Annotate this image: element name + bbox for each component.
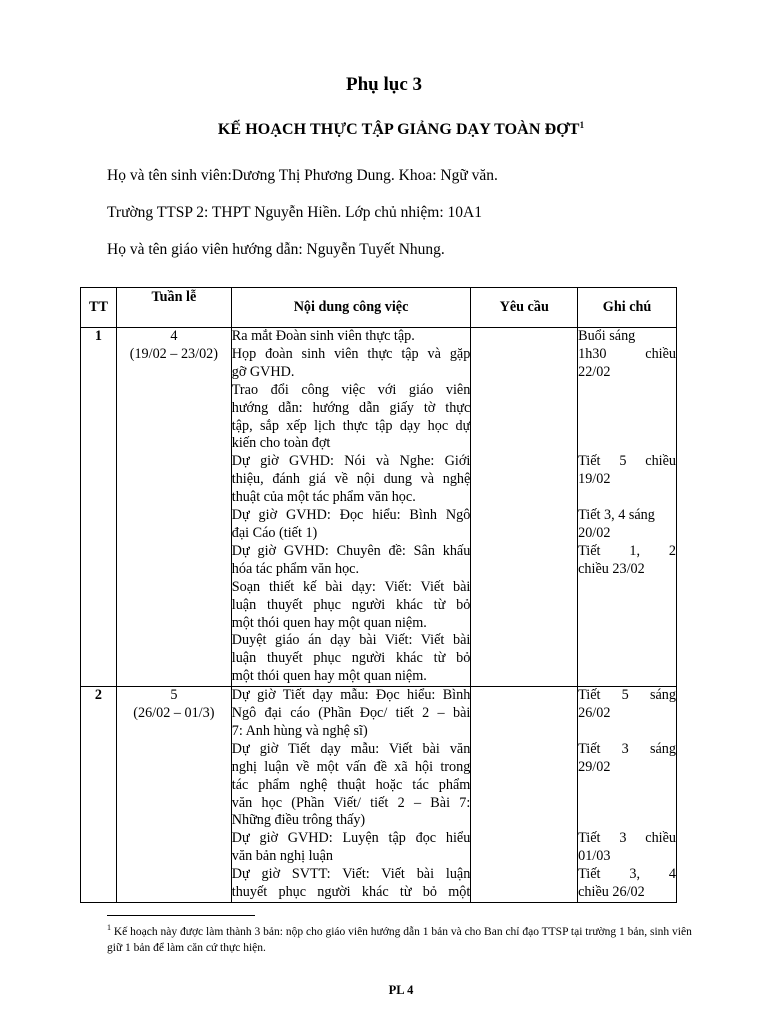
work-content-line: Trao đổi công việc với giáo viên	[231, 381, 471, 398]
note-line: 19/02	[578, 471, 611, 488]
table-header-row	[81, 288, 677, 328]
work-content-line: một thói quen hay một quan niệm.	[231, 668, 427, 685]
row-number-text: 1	[94, 328, 103, 344]
page-title: Phụ lục 3	[345, 74, 423, 95]
work-content-line: luận thuyết phục người khác từ bỏ	[231, 650, 471, 667]
week-cell	[116, 328, 231, 687]
work-content-line: Họp đoàn sinh viên thực tập và gặp	[231, 345, 471, 362]
note-line: Buổi sáng	[578, 328, 636, 344]
week-date-range: (26/02 – 01/3)	[133, 705, 215, 722]
row-number	[81, 328, 117, 687]
document-title-text: KẾ HOẠCH THỰC TẬP GIẢNG DẠY TOÀN ĐỢT	[217, 121, 580, 138]
note-line	[578, 812, 676, 830]
requirement-cell	[471, 328, 578, 687]
note-line: Tiết 5 chiều	[578, 453, 676, 470]
work-content-line: Những điều trông thấy)	[231, 812, 366, 829]
note-line: 01/03	[578, 848, 611, 865]
note-line	[578, 723, 676, 741]
requirement-cell	[471, 687, 578, 903]
week-number: 4	[170, 328, 178, 344]
note-line: Tiết 3, 4 sáng	[578, 506, 655, 523]
work-content-line: Dự giờ Tiết dạy mẫu: Viết bài văn	[231, 740, 471, 757]
work-content-line: thiệu, đánh giá về nội dung và nghệ	[231, 471, 471, 488]
row-number-text: 2	[94, 687, 103, 704]
note-line	[578, 777, 676, 795]
work-content-cell	[231, 687, 471, 903]
note-line	[578, 489, 676, 507]
work-content-line: Dự giờ SVTT: Viết: Viết bài luận	[231, 866, 471, 883]
work-content-line: hóa tác phẩm văn học.	[231, 560, 360, 577]
note-line	[578, 418, 676, 436]
note-line: Tiết 3 sáng	[578, 740, 676, 757]
note-line: chiều 23/02	[578, 560, 645, 577]
header-requirement: Yêu cầu	[471, 288, 578, 328]
work-content-line: đại Cáo (tiết 1)	[231, 524, 318, 541]
document-title	[0, 120, 768, 139]
note-line: 1h30 chiều	[578, 345, 676, 362]
header-week: Tuần lễ	[116, 288, 231, 328]
footnote-separator	[107, 915, 255, 916]
table-row	[81, 328, 677, 687]
work-content-line: Soạn thiết kế bài dạy: Viết: Viết bài	[231, 578, 471, 595]
teaching-plan-table	[80, 287, 677, 903]
work-content-line: luận thuyết phục người khác từ bỏ	[231, 596, 471, 613]
note-line: Tiết 3 chiều	[578, 830, 676, 847]
school-info: Trường TTSP 2: THPT Nguyễn Hiền. Lớp chủ nhiệm: 10A1	[107, 204, 482, 221]
header-content: Nội dung công việc	[231, 288, 471, 328]
note-line	[578, 795, 676, 813]
teacher-info: Họ và tên giáo viên hướng dẫn: Nguyễn Tuyết Nhung.	[107, 241, 445, 258]
note-line	[578, 400, 676, 418]
header-tt: TT	[81, 288, 117, 328]
work-content-line: Dự giờ Tiết dạy mẫu: Đọc hiểu: Bình	[231, 687, 471, 704]
week-date-range: (19/02 – 23/02)	[129, 345, 218, 362]
work-content-line: văn học (Phần Viết/ tiết 2 – Bài 7:	[231, 794, 471, 811]
work-content-line: tập, sắp xếp lịch thực tập dạy học dự	[231, 417, 471, 434]
footnote-mark: 1	[107, 923, 111, 932]
page-number: PL 4	[388, 983, 414, 997]
footnote-text: Kế hoạch này được làm thành 3 bản: nộp cho giáo viên hướng dẫn 1 bản và cho Ban chỉ đạo TTSP tại trường 1 bản, sinh viên giữ 1 bản để làm căn cứ thực hiện.	[107, 925, 692, 954]
note-line: 26/02	[578, 705, 611, 722]
work-content-cell	[231, 328, 471, 687]
note-line: chiều 26/02	[578, 884, 645, 901]
work-content-line: thuật của một tác phẩm văn học.	[231, 489, 416, 506]
work-content-line: Dự giờ GVHD: Luyện tập đọc hiểu	[231, 830, 471, 847]
note-cell	[578, 687, 677, 903]
note-line	[578, 382, 676, 400]
work-content-line: gỡ GVHD.	[231, 363, 295, 380]
work-content-line: Dự giờ GVHD: Chuyên đề: Sân khấu	[231, 542, 471, 559]
note-cell	[578, 328, 677, 687]
work-content-line: Dự giờ GVHD: Đọc hiểu: Bình Ngô	[231, 507, 471, 524]
footnote	[107, 920, 707, 956]
work-content-line: 7: Anh hùng và nghệ sĩ)	[231, 722, 368, 739]
work-content-line: một thói quen hay một quan niệm.	[231, 614, 427, 631]
work-content-line: hướng dẫn: hướng dẫn giấy tờ thực	[231, 399, 471, 416]
work-content-line: Ra mắt Đoàn sinh viên thực tập.	[231, 328, 415, 344]
row-number	[81, 687, 117, 903]
note-line: Tiết 1, 2	[578, 542, 676, 559]
work-content-line: tác phẩm nghệ thuật hoặc tác phẩm	[231, 776, 471, 793]
note-line: 20/02	[578, 524, 611, 541]
note-line: 22/02	[578, 363, 611, 380]
work-content-line: kiến cho toàn đợt	[231, 435, 331, 452]
table-row	[81, 687, 677, 903]
work-content-line: Duyệt giáo án dạy bài Viết: Viết bài	[231, 632, 471, 649]
work-content-line: nghị luận về một vấn đề xã hội trong	[231, 758, 471, 775]
work-content-line: văn bản nghị luận	[231, 848, 334, 865]
work-content-line: Dự giờ GVHD: Nói và Nghe: Giới	[231, 453, 471, 470]
note-line: Tiết 3, 4	[578, 866, 676, 883]
work-content-line: Ngô đại cáo (Phần Đọc/ tiết 2 – bài	[231, 705, 471, 722]
note-line: 29/02	[578, 758, 611, 775]
week-number: 5	[170, 687, 178, 704]
week-cell	[116, 687, 231, 903]
note-line: Tiết 5 sáng	[578, 687, 676, 704]
student-info: Họ và tên sinh viên:Dương Thị Phương Dung. Khoa: Ngữ văn.	[107, 167, 498, 184]
header-note: Ghi chú	[578, 288, 677, 328]
work-content-line: thuyết phục người khác từ bỏ một	[231, 884, 471, 900]
footnote-reference: 1	[579, 120, 585, 130]
note-line	[578, 435, 676, 453]
